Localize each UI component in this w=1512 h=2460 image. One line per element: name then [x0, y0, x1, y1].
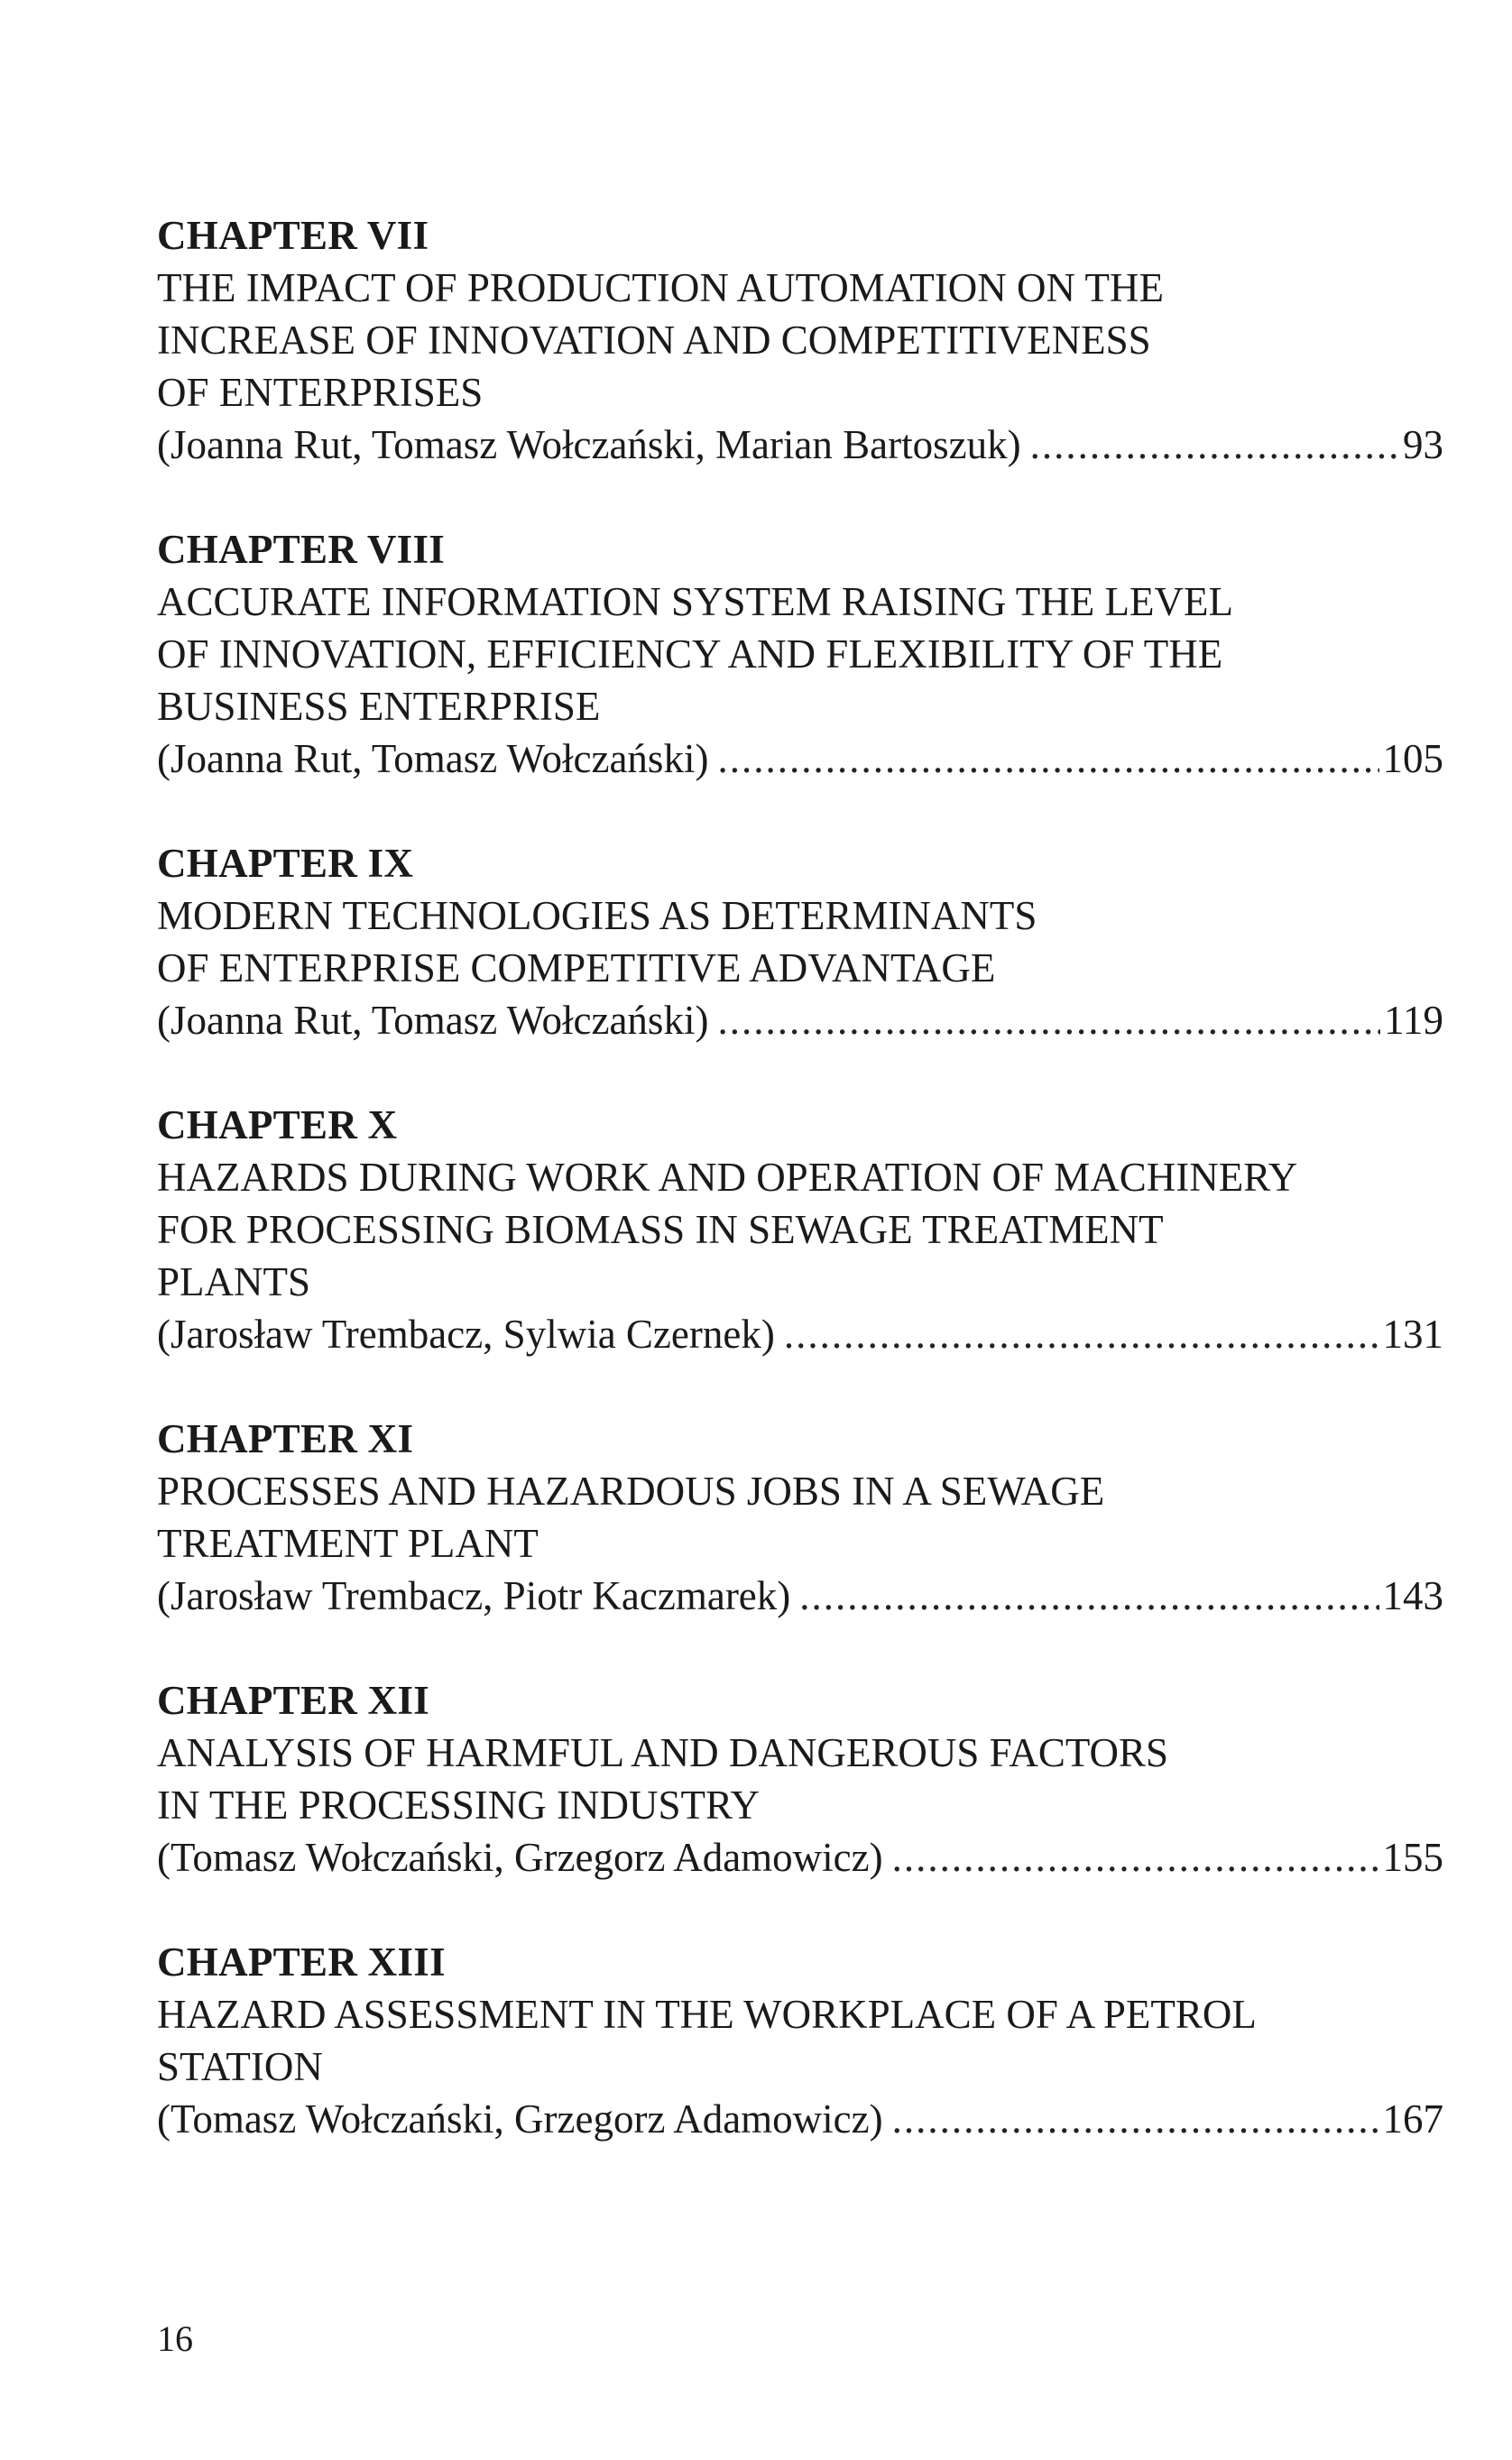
chapter-page-number: 167: [1382, 2096, 1443, 2142]
chapter-page-number: 93: [1403, 422, 1443, 467]
chapter-page-number: 131: [1382, 1312, 1443, 1357]
chapter-page-number: 155: [1382, 1835, 1443, 1880]
dot-leader: [892, 1831, 1379, 1884]
table-of-contents: [157, 209, 1443, 2197]
chapter-title-line: OF ENTERPRISES: [157, 370, 484, 415]
toc-entry-chapter-viii[interactable]: [157, 523, 1443, 785]
chapter-label: CHAPTER VII: [157, 213, 429, 258]
chapter-title-line: BUSINESS ENTERPRISE: [157, 684, 601, 729]
chapter-title-line: STATION: [157, 2044, 323, 2089]
chapter-page-number: 143: [1382, 1573, 1443, 1618]
chapter-title-line: OF INNOVATION, EFFICIENCY AND FLEXIBILITY OF THE: [157, 631, 1223, 677]
chapter-title-line: HAZARD ASSESSMENT IN THE WORKPLACE OF A PETROL: [157, 1992, 1257, 2037]
chapter-authors: (Jarosław Trembacz, Sylwia Czernek): [157, 1312, 775, 1357]
chapter-authors-row: [157, 732, 1443, 785]
chapter-authors-row: [157, 1570, 1443, 1622]
chapter-title-line: HAZARDS DURING WORK AND OPERATION OF MACHINERY: [157, 1155, 1298, 1200]
chapter-title-line: OF ENTERPRISE COMPETITIVE ADVANTAGE: [157, 945, 996, 990]
dot-leader: [1030, 419, 1399, 471]
chapter-authors: (Tomasz Wołczański, Grzegorz Adamowicz): [157, 2096, 883, 2142]
chapter-title-line: PLANTS: [157, 1259, 311, 1304]
chapter-authors-row: [157, 419, 1443, 471]
toc-entry-chapter-xiii[interactable]: [157, 1936, 1443, 2145]
toc-entry-chapter-ix[interactable]: [157, 837, 1443, 1046]
dot-leader: [892, 2093, 1379, 2145]
chapter-authors: (Joanna Rut, Tomasz Wołczański, Marian Bartoszuk): [157, 422, 1021, 467]
toc-entry-chapter-xi[interactable]: [157, 1413, 1443, 1622]
chapter-authors: (Joanna Rut, Tomasz Wołczański): [157, 736, 709, 781]
chapter-title-line: MODERN TECHNOLOGIES AS DETERMINANTS: [157, 893, 1037, 938]
chapter-authors: (Joanna Rut, Tomasz Wołczański): [157, 998, 709, 1043]
chapter-title-line: INCREASE OF INNOVATION AND COMPETITIVENESS: [157, 318, 1151, 363]
chapter-authors-row: [157, 1308, 1443, 1360]
chapter-label: CHAPTER XII: [157, 1678, 430, 1723]
dot-leader: [799, 1570, 1378, 1622]
chapter-title-line: ANALYSIS OF HARMFUL AND DANGEROUS FACTORS: [157, 1730, 1169, 1775]
dot-leader: [717, 732, 1378, 785]
chapter-title-line: THE IMPACT OF PRODUCTION AUTOMATION ON THE: [157, 265, 1164, 310]
chapter-label: CHAPTER VIII: [157, 527, 446, 572]
toc-entry-chapter-x[interactable]: [157, 1099, 1443, 1360]
chapter-authors-row: [157, 1831, 1443, 1884]
chapter-label: CHAPTER IX: [157, 841, 414, 886]
chapter-title-line: PROCESSES AND HAZARDOUS JOBS IN A SEWAGE: [157, 1469, 1105, 1514]
chapter-label: CHAPTER XIII: [157, 1939, 446, 1985]
chapter-label: CHAPTER X: [157, 1102, 398, 1147]
dot-leader: [784, 1308, 1379, 1360]
toc-entry-chapter-vii[interactable]: [157, 209, 1443, 471]
page-number: 16: [157, 2318, 193, 2359]
toc-entry-chapter-xii[interactable]: [157, 1674, 1443, 1884]
chapter-title-line: TREATMENT PLANT: [157, 1521, 539, 1566]
dot-leader: [717, 994, 1380, 1046]
chapter-label: CHAPTER XI: [157, 1416, 414, 1461]
chapter-title-line: ACCURATE INFORMATION SYSTEM RAISING THE LEVEL: [157, 579, 1233, 624]
chapter-authors-row: [157, 994, 1443, 1046]
chapter-authors: (Tomasz Wołczański, Grzegorz Adamowicz): [157, 1835, 883, 1880]
chapter-page-number: 119: [1384, 998, 1443, 1043]
chapter-authors-row: [157, 2093, 1443, 2145]
chapter-page-number: 105: [1382, 736, 1443, 781]
chapter-title-line: IN THE PROCESSING INDUSTRY: [157, 1783, 760, 1828]
chapter-authors: (Jarosław Trembacz, Piotr Kaczmarek): [157, 1573, 791, 1618]
chapter-title-line: FOR PROCESSING BIOMASS IN SEWAGE TREATMENT: [157, 1207, 1164, 1252]
